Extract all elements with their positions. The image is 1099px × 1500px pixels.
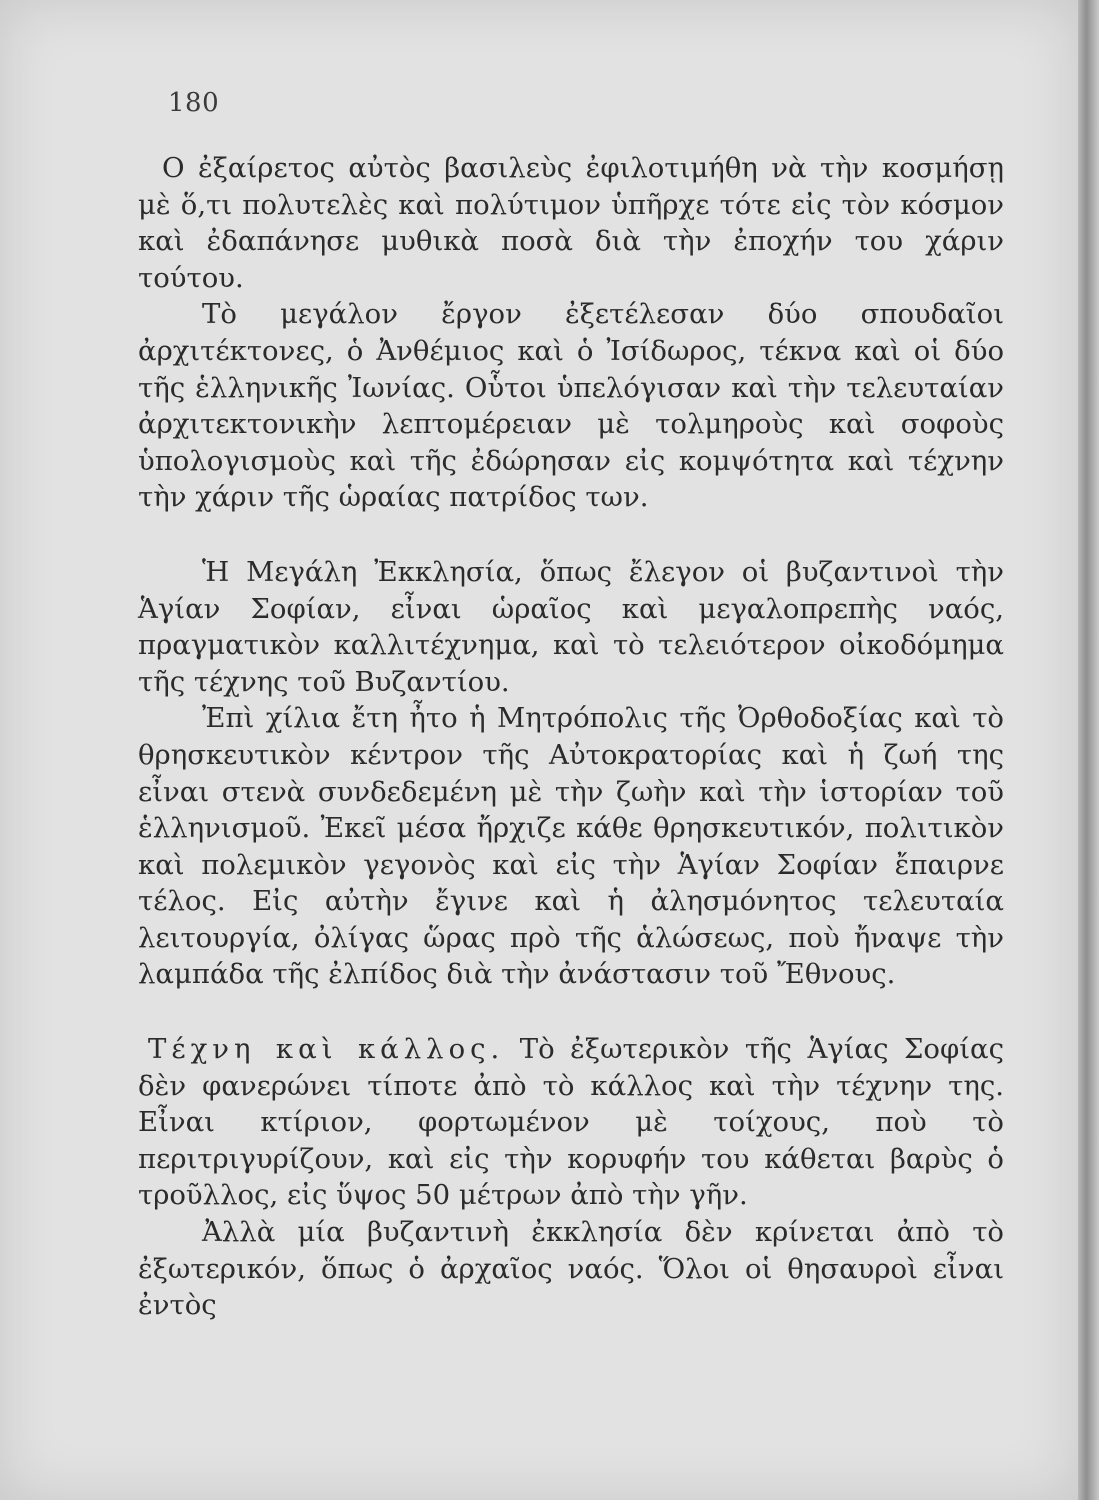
paragraph-3: Ἡ Μεγάλη Ἐκκλησία, ὅπως ἔλεγον οἱ βυζαντινοὶ τὴν Ἁγίαν Σοφίαν, εἶναι ὡραῖος καὶ μεγαλοπρεπὴς ναός, πραγματικὸν καλλιτέχνημα, καὶ τὸ τελειότερον οἰκοδόμημα τῆς τέχνης τοῦ Βυζαντίου. xyxy=(138,555,1004,698)
paragraph-5-text: Τὸ ἐξωτερικὸν τῆς Ἁγίας Σοφίας δὲν φανερώνει τίποτε ἀπὸ τὸ κάλλος καὶ τὴν τέχνην της. Εἶναι κτίριον, φορτωμένον μὲ τοίχους, ποὺ τὸ περιτριγυρίζουν, καὶ εἰς τὴν κορυφήν του κάθεται βαρὺς ὁ τροῦλλος, εἰς ὕψος 50 μέτρων ἀπὸ τὴν γῆν. xyxy=(138,1033,1004,1212)
paragraph-gap xyxy=(138,993,1004,1031)
body-text xyxy=(138,150,1004,1324)
paragraph-1: Ο ἐξαίρετος αὐτὸς βασιλεὺς ἐφιλοτιμήθη νὰ τὴν κοσμήσῃ μὲ ὅ,τι πολυτελὲς καὶ πολύτιμον ὑπῆρχε τότε εἰς τὸν κόσμον καὶ ἐδαπάνησε μυθικὰ ποσὰ διὰ τὴν ἐποχήν του χάριν τούτου. xyxy=(138,152,1004,294)
paragraph-4: Ἐπὶ χίλια ἔτη ἦτο ἡ Μητρόπολις τῆς Ὀρθοδοξίας καὶ τὸ θρησκευτικὸν κέντρον τῆς Αὐτοκρατορίας καὶ ἡ ζωή της εἶναι στενὰ συνδεδεμένη μὲ τὴν ζωὴν καὶ τὴν ἱστορίαν τοῦ ἑλληνισμοῦ. Ἐκεῖ μέσα ἤρχιζε κάθε θρησκευτικόν, πολιτικὸν καὶ πολεμικὸν γεγονὸς καὶ εἰς τὴν Ἁγίαν Σοφίαν ἔπαιρνε τέλος. Εἰς αὐτὴν ἔγινε καὶ ἡ ἀλησμόνητος τελευταία λειτουργία, ὀλίγας ὥρας πρὸ τῆς ἁλώσεως, ποὺ ἤναψε τὴν λαμπάδα τῆς ἐλπίδος διὰ τὴν ἀνάστασιν τοῦ Ἔθνους. xyxy=(138,702,1004,991)
paragraph-6: Ἀλλὰ μία βυζαντινὴ ἐκκλησία δὲν κρίνεται ἀπὸ τὸ ἐξωτερικόν, ὅπως ὁ ἀρχαῖος ναός. Ὅλοι οἱ θησαυροὶ εἶναι ἐντὸς xyxy=(138,1216,1004,1322)
page-number: 180 xyxy=(168,88,220,118)
paragraph-5 xyxy=(138,1031,1004,1214)
paragraph-gap xyxy=(138,516,1004,554)
paragraph-2: Τὸ μεγάλον ἔργον ἐξετέλεσαν δύο σπουδαῖοι ἀρχιτέκτονες, ὁ Ἀνθέμιος καὶ ὁ Ἰσίδωρος, τέκνα καὶ οἱ δύο τῆς ἑλληνικῆς Ἰωνίας. Οὗτοι ὑπελόγισαν καὶ τὴν τελευταίαν ἀρχιτεκτονικὴν λεπτομέρειαν μὲ τολμηροὺς καὶ σοφοὺς ὑπολογισμοὺς καὶ τῆς ἐδώρησαν εἰς κομψότητα καὶ τέχνην τὴν χάριν τῆς ὡραίας πατρίδος των. xyxy=(138,298,1004,514)
page-edge-shadow xyxy=(1078,0,1099,1500)
section-heading: Τέχνη καὶ κάλλος. xyxy=(148,1033,505,1066)
